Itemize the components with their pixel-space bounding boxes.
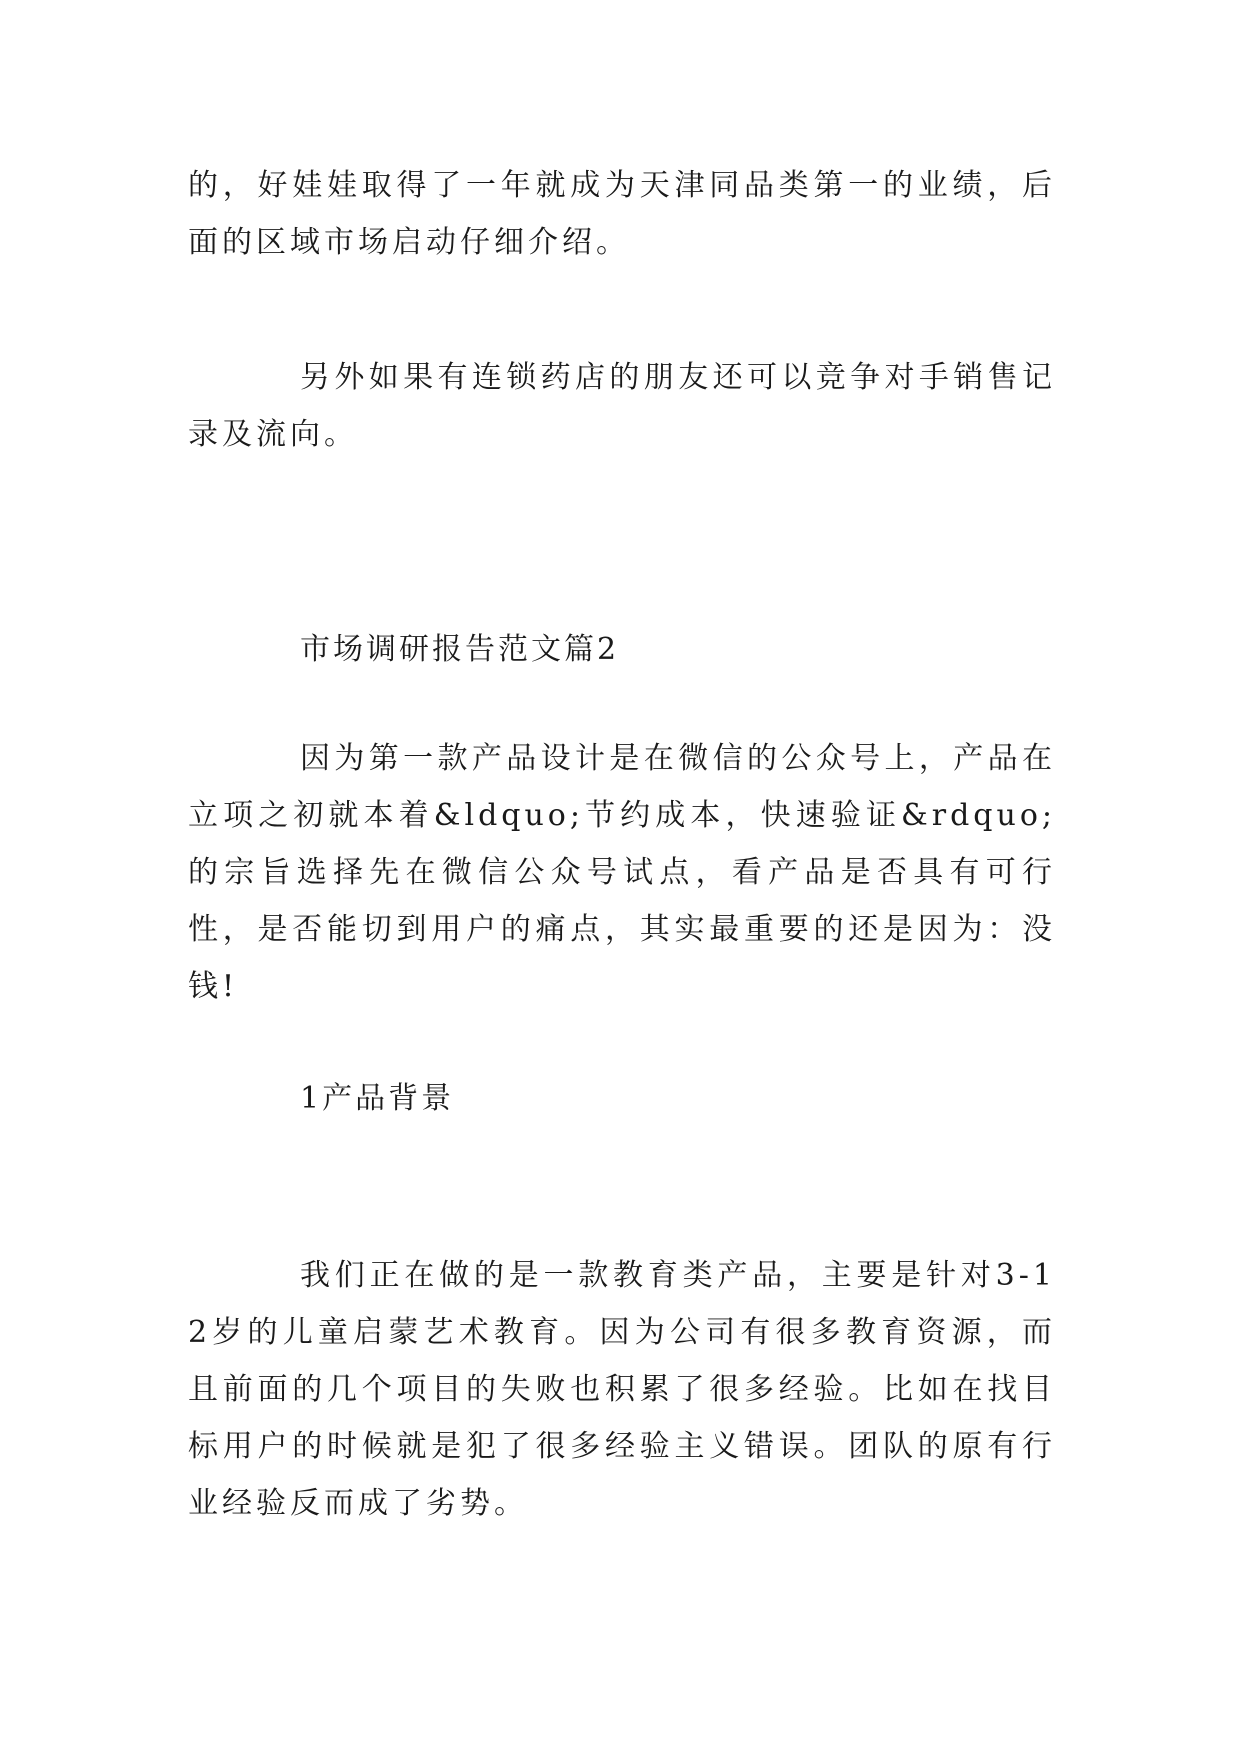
subsection-title: 1产品背景 <box>300 1081 455 1116</box>
paragraph-wechat-product: 因为第一款产品设计是在微信的公众号上，产品在立项之初就本着&ldquo;节约成本，快速验证&rdquo;的宗旨选择先在微信公众号试点，看产品是否具有可行性，是否能切到用户的痛点，其实最重要的还是因为：没钱! <box>188 741 1056 1004</box>
section-title: 市场调研报告范文篇2 <box>300 632 620 667</box>
paragraph-product-background: 我们正在做的是一款教育类产品，主要是针对3-12岁的儿童启蒙艺术教育。因为公司有很多教育资源，而且前面的几个项目的失败也积累了很多经验。比如在找目标用户的时候就是犯了很多经验主义错误。团队的原有行业经验反而成了劣势。 <box>188 1258 1056 1521</box>
paragraph-continuation: 的，好娃娃取得了一年就成为天津同品类第一的业绩，后面的区域市场启动仔细介绍。 <box>188 168 1056 260</box>
paragraph-chain-pharmacy: 另外如果有连锁药店的朋友还可以竞争对手销售记录及流向。 <box>188 360 1056 452</box>
